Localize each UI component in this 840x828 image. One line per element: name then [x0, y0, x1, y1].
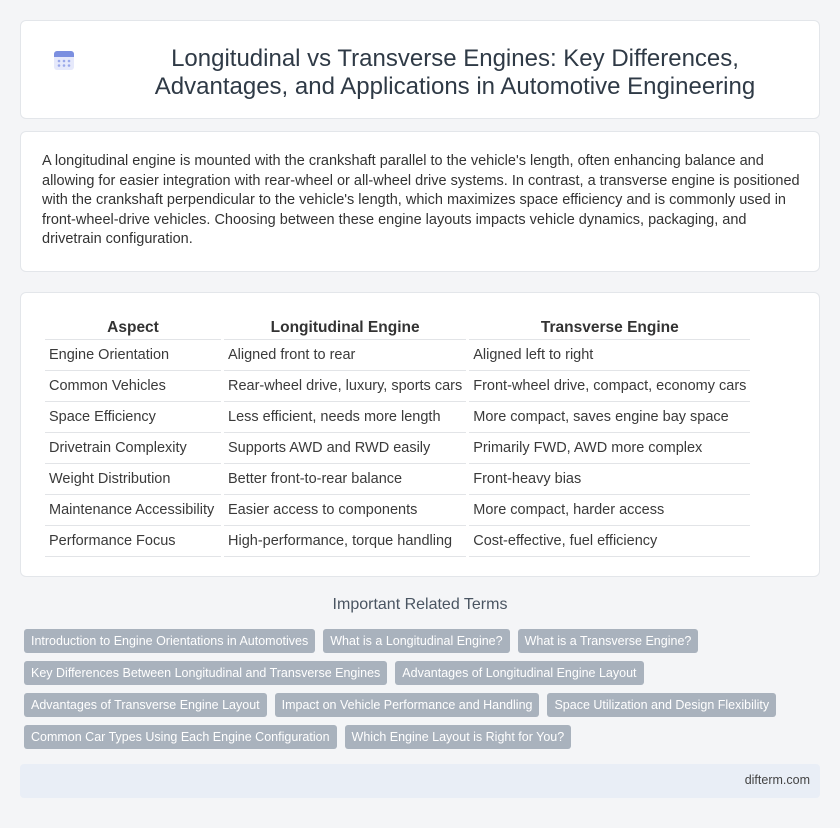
related-term-tag[interactable]: Key Differences Between Longitudinal and Transverse Engines [24, 661, 387, 685]
table-row [45, 402, 750, 433]
related-term-tag[interactable]: What is a Transverse Engine? [518, 629, 699, 653]
tag-row [24, 661, 804, 685]
tag-row [24, 725, 804, 749]
table-row [45, 526, 750, 557]
comparison-card [20, 292, 820, 577]
footer-site-link[interactable]: difterm.com [744, 773, 810, 787]
tag-row [24, 629, 804, 653]
table-cell: Space Efficiency [45, 402, 221, 433]
intro-card [20, 131, 820, 272]
table-cell: Engine Orientation [45, 340, 221, 371]
related-terms-list [24, 629, 804, 757]
related-terms-title: Important Related Terms [332, 596, 508, 613]
related-term-tag[interactable]: What is a Longitudinal Engine? [323, 629, 509, 653]
tag-row [24, 693, 804, 717]
table-cell: Front-wheel drive, compact, economy cars [469, 371, 750, 402]
header-card [20, 20, 820, 119]
related-term-tag[interactable]: Advantages of Transverse Engine Layout [24, 693, 267, 717]
related-term-tag[interactable]: Space Utilization and Design Flexibility [547, 693, 776, 717]
table-cell: Aligned left to right [469, 340, 750, 371]
table-cell: Less efficient, needs more length [224, 402, 466, 433]
table-cell: Easier access to components [224, 495, 466, 526]
related-term-tag[interactable]: Impact on Vehicle Performance and Handling [275, 693, 540, 717]
table-row [45, 464, 750, 495]
table-cell: Aligned front to rear [224, 340, 466, 371]
footer [20, 764, 820, 798]
table-cell: Supports AWD and RWD easily [224, 433, 466, 464]
table-cell: More compact, saves engine bay space [469, 402, 750, 433]
page-title: Longitudinal vs Transverse Engines: Key Differences, Advantages, and Applications in Automotive Engineering [154, 45, 756, 100]
comparison-table [42, 314, 753, 557]
related-term-tag[interactable]: Introduction to Engine Orientations in Automotives [24, 629, 315, 653]
table-cell: More compact, harder access [469, 495, 750, 526]
table-row [45, 495, 750, 526]
table-cell: High-performance, torque handling [224, 526, 466, 557]
table-cell: Drivetrain Complexity [45, 433, 221, 464]
table-cell: Performance Focus [45, 526, 221, 557]
intro-paragraph: A longitudinal engine is mounted with the crankshaft parallel to the vehicle's length, often enhancing balance and allowing for easier integration with rear-wheel or all-wheel drive systems. In contrast, a transverse engine is positioned with the crankshaft perpendicular to the vehicle's length, which maximizes space efficiency and is commonly used in front-wheel-drive vehicles. Choosing between these engine layouts impacts vehicle dynamics, packaging, and drivetrain configuration. [42, 153, 800, 247]
related-term-tag[interactable]: Common Car Types Using Each Engine Configuration [24, 725, 337, 749]
table-row [45, 371, 750, 402]
table-header-row [45, 314, 750, 340]
table-cell: Cost-effective, fuel efficiency [469, 526, 750, 557]
related-term-tag[interactable]: Which Engine Layout is Right for You? [345, 725, 572, 749]
related-term-tag[interactable]: Advantages of Longitudinal Engine Layout [395, 661, 643, 685]
table-cell: Front-heavy bias [469, 464, 750, 495]
table-cell: Maintenance Accessibility [45, 495, 221, 526]
title-wrap [51, 45, 799, 101]
column-header-transverse: Transverse Engine [469, 314, 750, 340]
column-header-longitudinal: Longitudinal Engine [224, 314, 466, 340]
table-cell: Better front-to-rear balance [224, 464, 466, 495]
table-cell: Common Vehicles [45, 371, 221, 402]
table-cell: Weight Distribution [45, 464, 221, 495]
table-cell: Rear-wheel drive, luxury, sports cars [224, 371, 466, 402]
column-header-aspect: Aspect [45, 314, 221, 340]
table-row [45, 433, 750, 464]
table-row [45, 340, 750, 371]
table-cell: Primarily FWD, AWD more complex [469, 433, 750, 464]
